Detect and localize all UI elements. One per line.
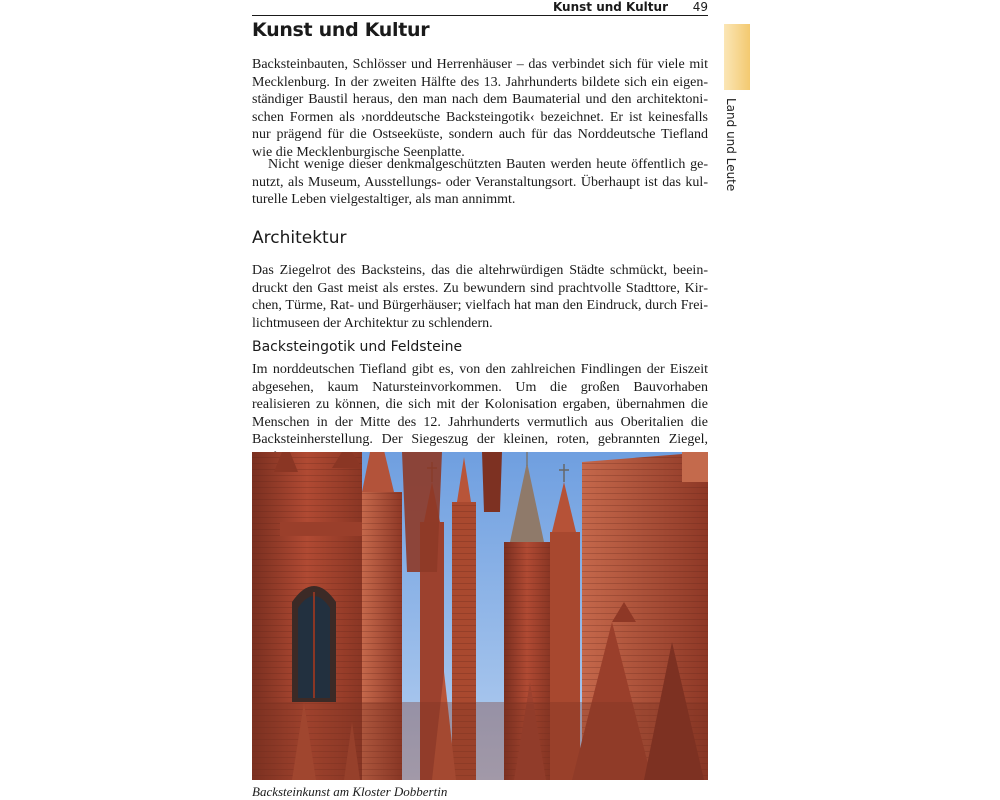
running-head-section: Kunst und Kultur <box>552 0 668 14</box>
intro-paragraph-2: Nicht wenige dieser denkmalgeschützten Bauten werden heute öffentlich genutzt, als Museum, Ausstellungs- oder Veranstaltungsort. Überhaupt ist das kulturelle Leben vielgestaltiger, als man annimmt. <box>252 157 708 207</box>
backsteingotik-paragraph: Im norddeutschen Tiefland gibt es, von den zahlreichen Findlingen der Eiszeit abgesehen, kaum Natursteinvorkommen. Um die großen Bauvorhaben realisieren zu können, die sich mit der Kolonisation ergaben, übernahmen die Menschen in der Mitte des 12. Jahrhunderts vermutlich aus Oberitalien die Backsteinherstellung. Der Siegeszug der kleinen, roten, gebrannten Ziegel, <box>252 362 708 447</box>
chapter-title: Kunst und Kultur <box>252 19 430 41</box>
page-number: 49 <box>692 0 708 14</box>
church-photo <box>252 452 708 780</box>
chapter-tab-label: Land und Leute <box>724 98 738 192</box>
brick-gothic-spires-image <box>252 452 708 780</box>
running-head <box>252 0 708 16</box>
intro-paragraph: Backsteinbauten, Schlösser und Herrenhäuser – das verbindet sich für viele mit Mecklenburg. In der zweiten Hälfte des 13. Jahrhunderts bildete sich ein eigenständiger Baustil heraus, den man nach dem Baumaterial und den architektonischen Formen als ›norddeutsche Backsteingotik‹ bezeichnet. Er ist keinesfalls nur prägend für die Ostseeküste, sondern auch für das Norddeutsche Tiefland wie die Mecklenburgische Seenplatte. <box>252 57 708 160</box>
section-title-architektur: Architektur <box>252 228 347 248</box>
architektur-paragraph: Das Ziegelrot des Backsteins, das die altehrwürdigen Städte schmückt, beeindruckt den Gast meist als erstes. Zu bewundern sind prachtvolle Stadttore, Kirchen, Türme, Rat- und Bürgerhäuser; vielfach hat man den Eindruck, durch Freilichtmuseen der Architektur zu schlendern. <box>252 263 708 331</box>
chapter-tab-marker <box>724 24 750 90</box>
figure-caption: Backsteinkunst am Kloster Dobbertin <box>252 784 448 799</box>
subsection-title-backsteingotik: Backsteingotik und Feldsteine <box>252 339 463 355</box>
